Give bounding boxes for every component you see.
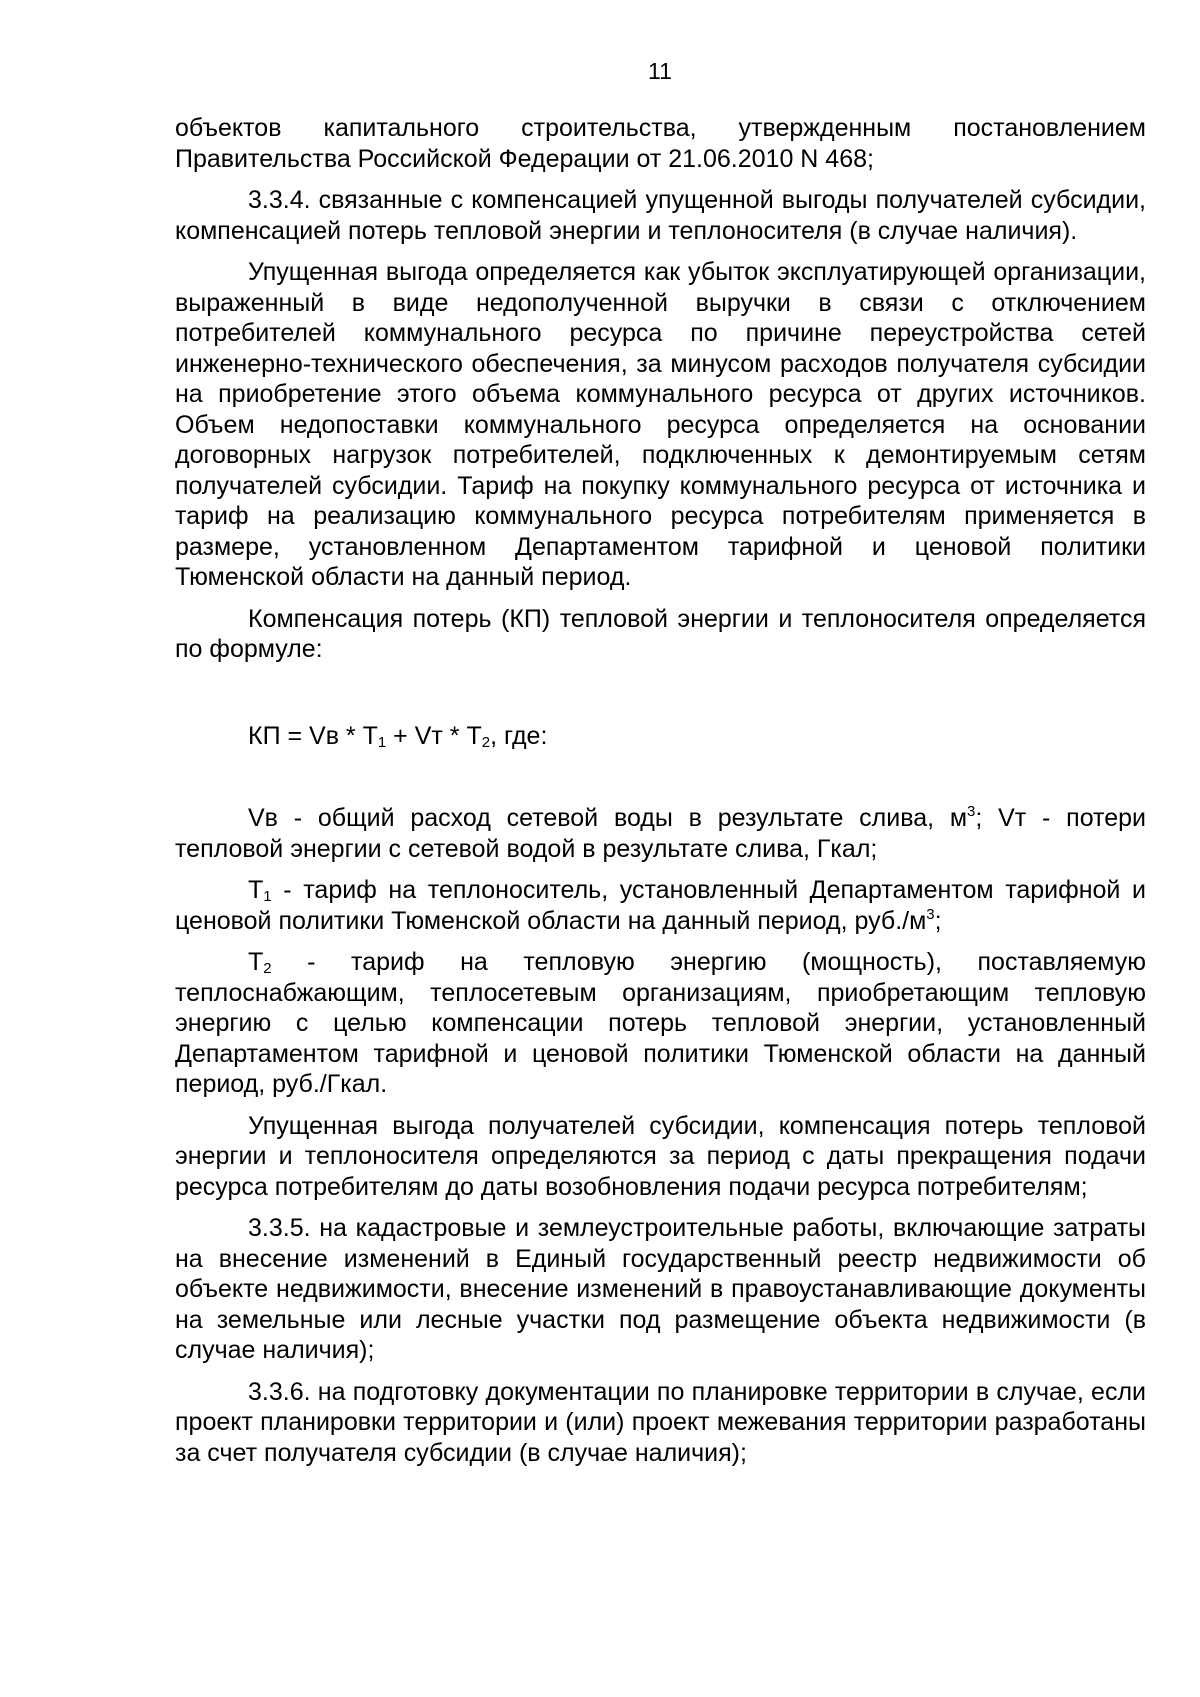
paragraph-3-3-5: 3.3.5. на кадастровые и землеустроительные работы, включающие затраты на внесение изменений в Единый государственный реестр недвижимости об объекте недвижимости, внесение изменений в правоустанавливающие документы на земельные или лесные участки под размещение объекта недвижимости (в случае наличия);: [175, 1214, 1146, 1364]
t2-sub: 2: [263, 960, 272, 977]
paragraph-kp-intro: Компенсация потерь (КП) тепловой энергии и теплоносителя определяется по формуле:: [175, 604, 1146, 663]
paragraph-vv-definition: [175, 803, 1146, 864]
formula-sub-1: 1: [377, 733, 387, 751]
page-number: 11: [648, 58, 672, 84]
formula: [248, 721, 1146, 752]
t1-text-a: Т: [248, 876, 264, 904]
formula-part-b: + Vт * Т: [386, 721, 482, 750]
formula-part-c: , где:: [490, 721, 548, 750]
t2-text-b: - тариф на тепловую энергию (мощность), поставляемую теплоснабжающим, теплосетевым организациям, приобретающим тепловую энергию с целью компенсации потерь тепловой энергии, установленный Департаментом тарифной и ценовой политики Тюменской области на данный период, руб./Гкал.: [175, 948, 1146, 1098]
formula-sub-2: 2: [481, 733, 491, 751]
paragraph-3-3-4: 3.3.4. связанные с компенсацией упущенной выгоды получателей субсидии, компенсацией потерь тепловой энергии и теплоносителя (в случае наличия).: [175, 186, 1146, 245]
document-body: [175, 113, 1146, 1479]
t1-sub: 1: [263, 888, 272, 905]
paragraph-lost-profit: Упущенная выгода определяется как убыток эксплуатирующей организации, выраженный в виде недополученной выручки в связи с отключением потребителей коммунального ресурса по причине переустройства сетей инженерно-технического обеспечения, за минусом расходов получателя субсидии на приобретение этого объема коммунального ресурса от других источников. Объем недопоставки коммунального ресурса определяется на основании договорных нагрузок потребителей, подключенных к демонтируемым сетям получателей субсидии. Тариф на покупку коммунального ресурса от источника и тариф на реализацию коммунального ресурса потребителям применяется в размере, установленном Департаментом тарифной и ценовой политики Тюменской области на данный период.: [175, 258, 1146, 591]
t1-sup: 3: [926, 905, 935, 923]
t2-text-a: Т: [248, 948, 264, 976]
formula-part-a: КП = Vв * Т: [248, 721, 378, 750]
paragraph-continuation: объектов капитального строительства, утвержденным постановлением Правительства Российской Федерации от 21.06.2010 N 468;: [175, 114, 1146, 173]
t1-text-b: - тариф на теплоноситель, установленный Департаментом тарифной и ценовой политики Тюменской области на данный период, руб./м: [175, 876, 1146, 935]
t1-text-c: ;: [934, 906, 942, 935]
paragraph-3-3-6: 3.3.6. на подготовку документации по планировке территории в случае, если проект планировки территории и (или) проект межевания территории разработаны за счет получателя субсидии (в случае наличия);: [175, 1377, 1146, 1467]
vv-text-b: ; Vт - потери тепловой энергии с сетевой водой в результате слива, Гкал;: [175, 804, 1146, 863]
vv-sup: 3: [967, 803, 976, 820]
paragraph-period: Упущенная выгода получателей субсидии, компенсация потерь тепловой энергии и теплоносителя определяются за период с даты прекращения подачи ресурса потребителям до даты возобновления подачи ресурса потребителям;: [175, 1111, 1146, 1201]
paragraph-t2-definition: [175, 947, 1146, 1100]
vv-text-a: Vв - общий расход сетевой воды в результате слива, м: [248, 804, 968, 832]
paragraph-t1-definition: [175, 875, 1146, 936]
